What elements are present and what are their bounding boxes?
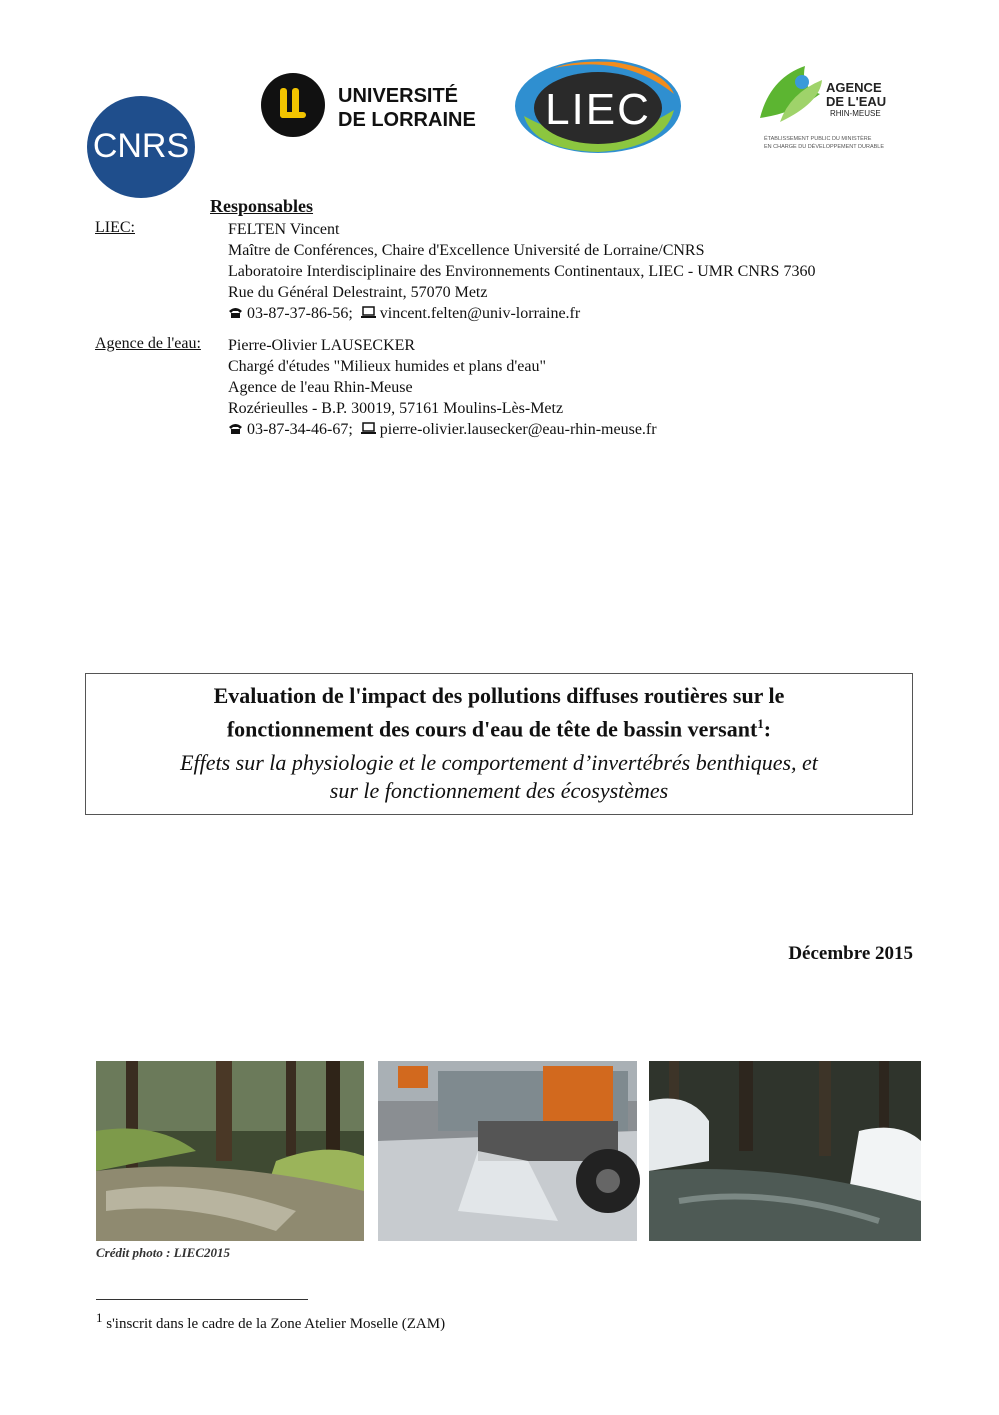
liec-logo-text: LIEC (545, 85, 651, 134)
agence-contact-block (228, 335, 657, 440)
agence-logo-small2: EN CHARGE DU DÉVELOPPEMENT DURABLE (764, 144, 885, 150)
footnote-text: s'inscrit dans le cadre de la Zone Atelier Moselle (ZAM) (102, 1316, 446, 1332)
title-line2-wrap (86, 710, 912, 743)
title-line1: Evaluation de l'impact des pollutions diffuses routières sur le (213, 683, 785, 708)
footnote-mark: 1 (96, 1310, 103, 1325)
liec-logo (514, 58, 682, 154)
ul-logo-line2: DE LORRAINE (338, 109, 476, 131)
agence-phone: 03-87-34-46-67; (247, 421, 353, 438)
agence-logo-small1: ÉTABLISSEMENT PUBLIC DU MINISTÈRE (764, 136, 872, 142)
agence-address: Rozérieulles - B.P. 30019, 57161 Moulins-Lès-Metz (228, 400, 564, 417)
title-line2: fonctionnement des cours d'eau de tête de bassin versant (226, 716, 758, 742)
title-box (85, 673, 913, 815)
phone-icon (228, 422, 243, 435)
liec-contact-line (228, 303, 815, 324)
title-line2-end: : (763, 716, 772, 742)
liec-contact-block (228, 219, 815, 324)
photo-credit: Crédit photo : LIEC2015 (96, 1245, 230, 1260)
agence-org: Agence de l'eau Rhin-Meuse (228, 379, 413, 396)
agence-role: Chargé d'études "Milieux humides et plans d'eau" (228, 358, 547, 375)
snowy-stream-photo (649, 1061, 921, 1241)
computer-icon (361, 306, 376, 319)
agence-eau-logo (750, 58, 900, 154)
agence-contact-line (228, 419, 657, 440)
liec-label: LIEC: (95, 219, 135, 236)
liec-phone: 03-87-37-86-56; (247, 305, 353, 322)
liec-name: FELTEN Vincent (228, 221, 340, 238)
universite-lorraine-logo (260, 70, 476, 140)
liec-email[interactable]: vincent.felten@univ-lorraine.fr (379, 305, 581, 322)
liec-lab: Laboratoire Interdisciplinaire des Environnements Continentaux, LIEC - UMR CNRS 7360 (228, 263, 816, 280)
subtitle-line2: sur le fonctionnement des écosystèmes (329, 778, 669, 804)
liec-role: Maître de Conférences, Chaire d'Excellence Université de Lorraine/CNRS (228, 242, 705, 259)
cnrs-logo-text: CNRS (92, 127, 190, 165)
phone-icon (228, 306, 243, 319)
title-footnote-mark: 1 (757, 716, 764, 731)
ul-logo-line1: UNIVERSITÉ (338, 85, 459, 107)
agence-logo-line2: DE L'EAU (826, 94, 887, 109)
cnrs-logo (86, 95, 196, 199)
salt-spreader-truck-photo (378, 1061, 637, 1241)
subtitle-line1: Effets sur la physiologie et le comportement d’invertébrés benthiques, et (180, 750, 818, 776)
agence-logo-line1: AGENCE (826, 80, 882, 95)
footnote (96, 1310, 445, 1333)
agence-label: Agence de l'eau: (95, 335, 201, 352)
responsables-heading: Responsables (210, 196, 314, 216)
forest-stream-photo (96, 1061, 364, 1241)
agence-name: Pierre-Olivier LAUSECKER (228, 337, 416, 354)
computer-icon (361, 422, 376, 435)
agence-email[interactable]: pierre-olivier.lausecker@eau-rhin-meuse.fr (379, 421, 657, 438)
report-date: Décembre 2015 (788, 943, 913, 964)
liec-address: Rue du Général Delestraint, 57070 Metz (228, 284, 488, 301)
footnote-rule (96, 1299, 308, 1300)
agence-logo-line3: RHIN-MEUSE (830, 109, 881, 118)
